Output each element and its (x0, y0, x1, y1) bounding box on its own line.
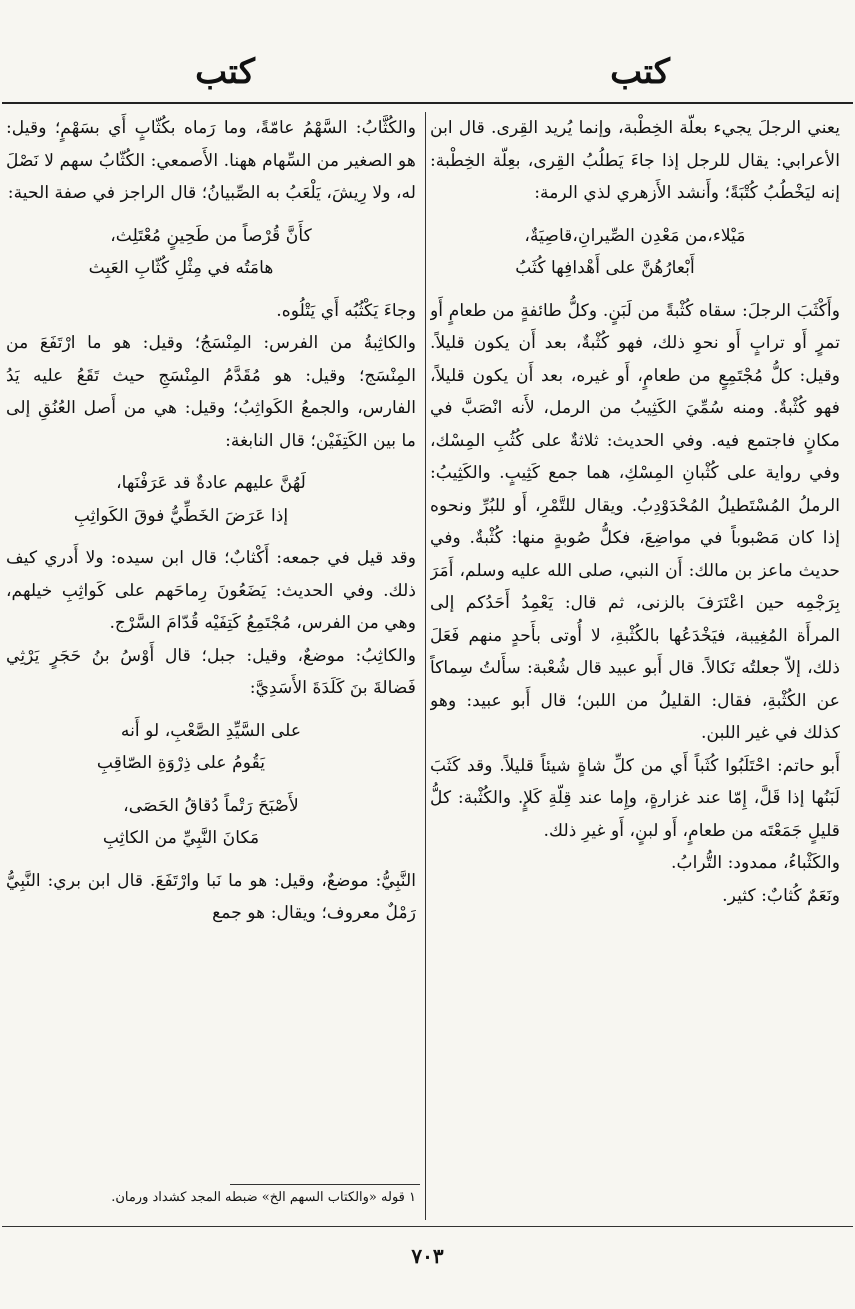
verse-hemistich: لَهُنَّ عليهم عادةٌ قد عَرَفْنَها، (116, 473, 306, 493)
headword-right: كتب (610, 52, 670, 92)
verse-hemistich: مَكانَ النَّبِيِّ من الكاثِبِ (102, 828, 260, 848)
column-divider (425, 112, 426, 1220)
verse-hemistich: هامَتُه في مِثْلِ كُثّابِ العَبِث (88, 258, 274, 278)
verse-hemistich: على السَّيِّدِ الصَّعْبِ، لو أَنه (120, 720, 302, 741)
right-paragraph-1: يعني الرجلَ يجيء بعلّة الخِطْبة، وإنما يُريد القِرى. قال ابن الأعرابي: يقال للرجل إذا جاءَ يَطلُبُ القِرى، بعِلّة الخِطْبة: إنه ليَخْطُبُ كُتْبَةً؛ وأَنشد الأَزهري لذي الرمة: (430, 118, 840, 203)
left-verse-3 (6, 715, 416, 780)
right-paragraph-4: والكَثْباءُ، ممدود: التُّرابُ. (671, 853, 840, 873)
right-paragraph-5: ونَعَمٌ كُثابٌ: كثير. (722, 885, 840, 906)
left-paragraph-3: والكاثِبةُ من الفرس: المِنْسَجُ؛ وقيل: هو ما ارْتَفَعَ من المِنْسَج؛ وقيل: هو مُقَدَّمُ المِنْسَجِ حيث تَقَعُ عليه يَدُ الفارس، والجمعُ الكَواثِبُ؛ وقيل: هي من أَصل العُنُقِ إلى ما بين الكَتِفَيْن؛ قال النابغة: (6, 333, 416, 451)
verse-hemistich: إذا عَرَضَ الخَطِّيُّ فوقَ الكَواثِبِ (73, 505, 289, 526)
right-column (430, 112, 840, 1220)
right-paragraph-2: وأَكْثَبَ الرجلَ: سقاه كُثْبةً من لَبَنٍ. وكلُّ طائفةٍ من طعامٍ أَو تمرٍ أَو ترابٍ أَو نحوِ ذلك، فهو كُثْبةٌ، بعد أَن يكون قليلاً. وقيل: كلُّ مُجْتَمِعٍ من طعامٍ، أَو غيره، بعد أَن يكون قليلاً، فهو كُثْبةٌ. ومنه سُمِّيَ الكَثِيبُ من الرمل، لأَنه انْصَبَّ في مكانٍ فاجتمع فيه. وفي الحديث: ثلاثةٌ على كُثُبِ المِسْك، وفي رواية على كُثْبانِ المِسْكِ، هما جمع كَثِيبٍ. والكَثِيبُ: الرملُ المُسْتَطيلُ المُحْدَوْدِبُ. ويقال للتَّمْرِ، أَو للبُرِّ ونحوه إذا كان مَصْبوباً في مواضِعَ، فكلُّ صُوبةٍ منها: كُثْبةٌ. وفي حديث ماعز بن مالك: أَن النبي، صلى الله عليه وسلم، أَمَرَ بِرَجْمِه حين اعْتَرَفَ بالزنى، ثم قال: يَعْمِدُ أَحَدُكم إلى المرأَة المُغِيبة، فيَخْدَعُها بالكُثْبةِ، لا أُوتى بأَحدٍ منهم فَعَلَ ذلك، إلاّ جعلتُه نَكالاً. قال أَبو عبيد قال شُعْبة: سأَلتُ سِماكاً عن الكُثْبةِ، فقال: القليلُ من اللبن؛ قال أَبو عبيد: وهو كذلك في غير اللبن. (430, 300, 840, 743)
left-verse-1 (6, 220, 416, 285)
headword-left: كتب (195, 52, 255, 92)
page-number: ٧٠٣ (411, 1244, 444, 1268)
verse-hemistich: كأَنَّ قُرْصاً من طَحِينٍ مُعْتَلِث، (110, 225, 312, 246)
left-paragraph-1: والكُثَّابُ: السَّهْمُ عامّةً، وما رَماه بكُثّابٍ أَي بسَهْمٍ؛ وقيل: هو الصغير من السِّهام ههنا. الأَصمعي: الكُثّابُ سهم لا نَصْلَ له، ولا رِيشَ، يَلْعَبُ به الصِّبيانُ؛ قال الراجز في صفة الحية: (6, 118, 416, 203)
verse-hemistich: لأَصْبَحَ رَتْماً دُقاقُ الحَصَى، (123, 795, 299, 816)
right-paragraph-3: أَبو حاتم: احْتَلَبُوا كُثَباً أَي من كلِّ شاةٍ شيئاً قليلاً. وقد كَثَبَ لَبَنُها إذا قَلَّ، إِمّا عند غزارةٍ، وإِما عند قِلّةِ كَلإٍ. والكُثْبة: كلُّ قليلٍ جَمَعْتَه من طعامٍ، أَو لبنٍ، أَو غيرِ ذلك. (430, 755, 840, 841)
footnote: ١ قوله «والكتاب السهم الخ» ضبطه المجد كشداد ورمان. (111, 1190, 416, 1205)
left-column (6, 112, 416, 1220)
left-paragraph-4: وقد قيل في جمعه: أَكْثابٌ؛ قال ابن سيده: ولا أَدري كيف ذلك. وفي الحديث: يَضَعُونَ رِماحَهم على كَواثِبِ خيلهم، وهي من الفرس، مُجْتَمِعُ كَتِفَيْه قُدّامَ السَّرْج. (6, 548, 416, 633)
left-paragraph-2: وجاءَ يَكْثُبُه أَي يَتْلُوه. (276, 300, 416, 321)
verse-hemistich: مَيْلاء،من مَعْدِن الصِّيرانِ،قاصِيَةٌ، (524, 225, 746, 246)
footnote-rule (230, 1184, 420, 1185)
left-paragraph-6: النَّبِيُّ: موضعٌ، وقيل: هو ما نَبا وارْتَفَعَ. قال ابن بري: النَّبِيُّ رَمْلٌ معروف؛ ويقال: هو جمع (6, 870, 416, 923)
header-rule (2, 102, 853, 104)
left-verse-2 (6, 467, 416, 532)
verse-hemistich: أَبْعارُهُنَّ على أَهْدافِها كُثَبُ (515, 258, 695, 278)
footer-rule (2, 1226, 853, 1227)
verse-hemistich: يَقُومُ على ذِرْوَةِ الصّاقِبِ (96, 753, 266, 773)
right-verse-1 (430, 220, 840, 285)
left-verse-4 (6, 790, 416, 855)
left-paragraph-5: والكاثِبُ: موضعٌ، وقيل: جبل؛ قال أَوْسُ بنُ حَجَرٍ يَرْثِي فَضالةَ بنَ كَلَدَةَ الأَسَدِيَّ: (6, 645, 416, 698)
